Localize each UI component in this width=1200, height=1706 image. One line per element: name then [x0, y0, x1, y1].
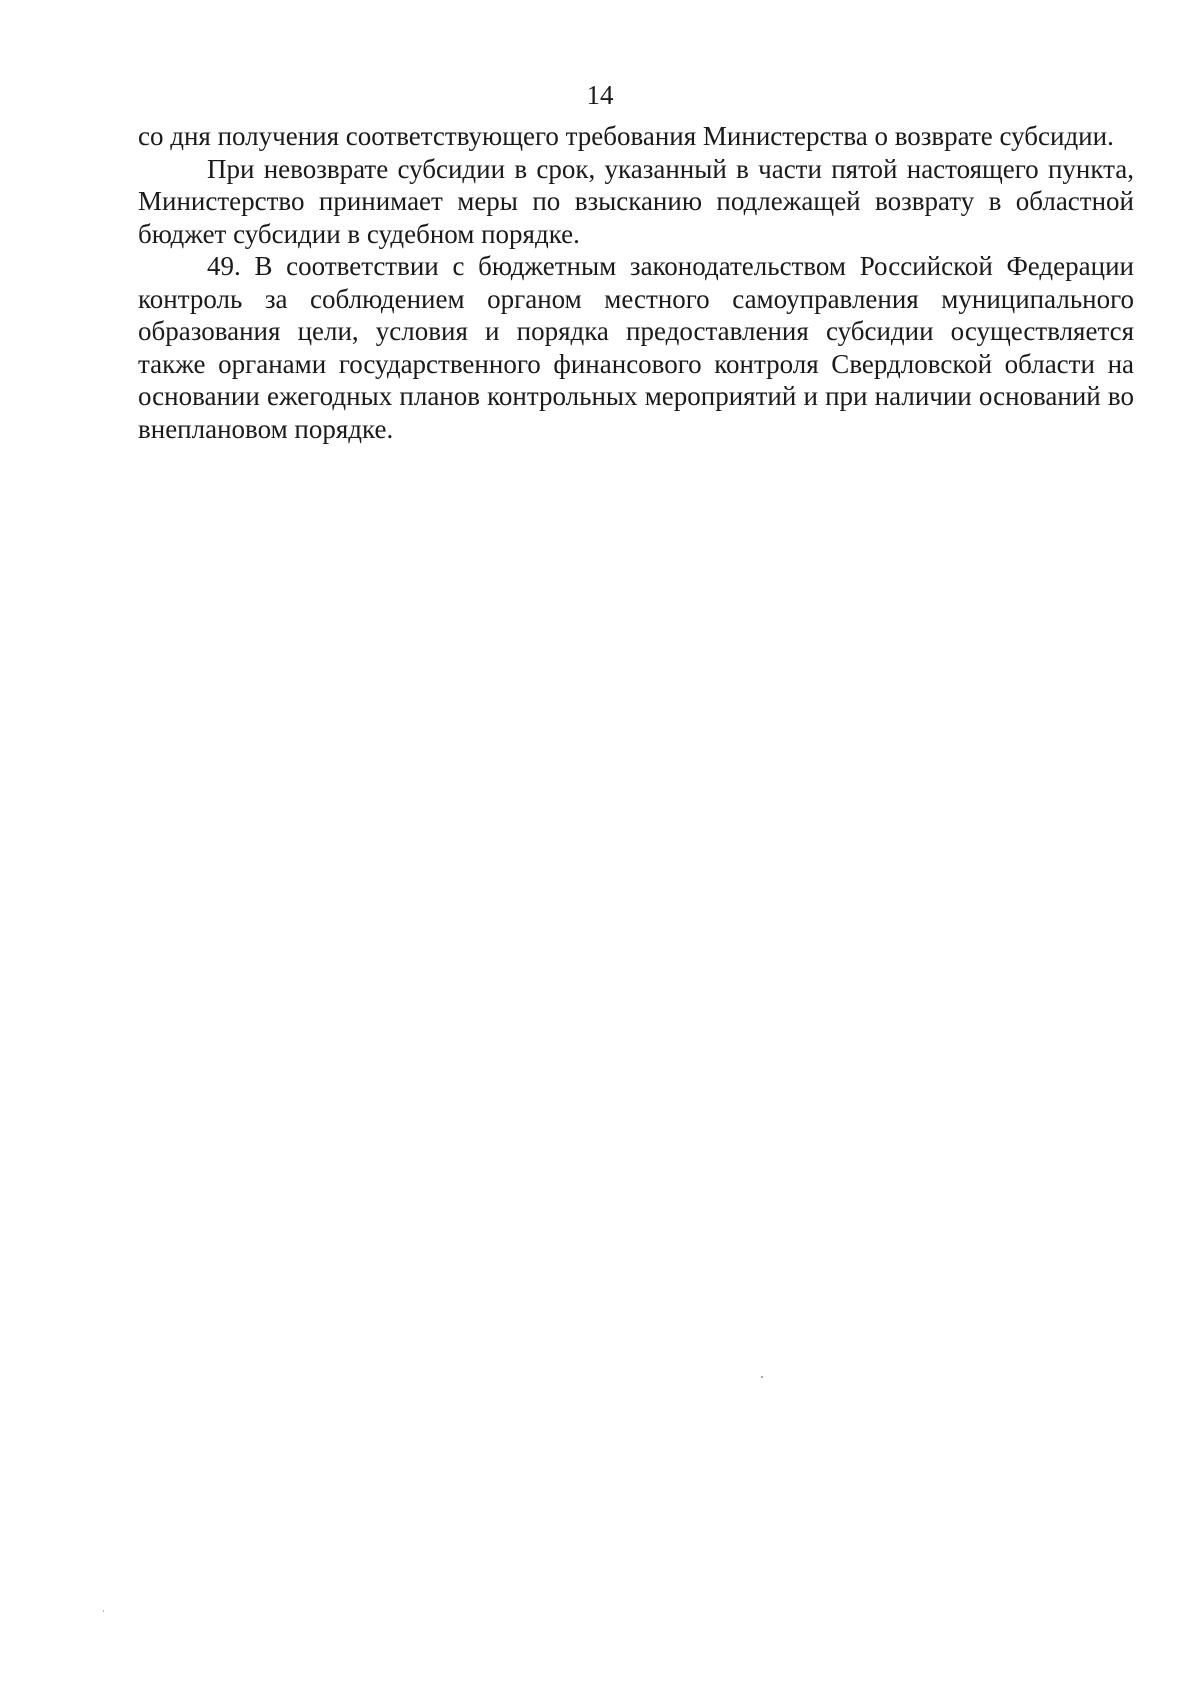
scan-speck — [103, 1610, 104, 1612]
paragraph-continuation: со дня получения соответствующего требования Министерства о возврате субсидии. — [138, 121, 1114, 151]
paragraph-49-control: 49. В соответствии с бюджетным законодательством Российской Федерации контроль за соблюдением органом местного самоуправления муниципального образования цели, условия и порядка предоставления субсидии осуществляется также органами государственного финансового контроля Свердловской области на основании ежегодных планов контрольных мероприятий и при наличии оснований во внеплановом порядке. — [138, 251, 1134, 444]
scan-speck — [761, 1376, 763, 1378]
page-number: 14 — [586, 80, 614, 110]
document-body — [138, 120, 1134, 445]
paragraph-non-return-of-subsidy: При невозврате субсидии в срок, указанный в части пятой настоящего пункта, Министерство принимает меры по взысканию подлежащей возврату в областной бюджет субсидии в судебном порядке. — [138, 153, 1134, 249]
